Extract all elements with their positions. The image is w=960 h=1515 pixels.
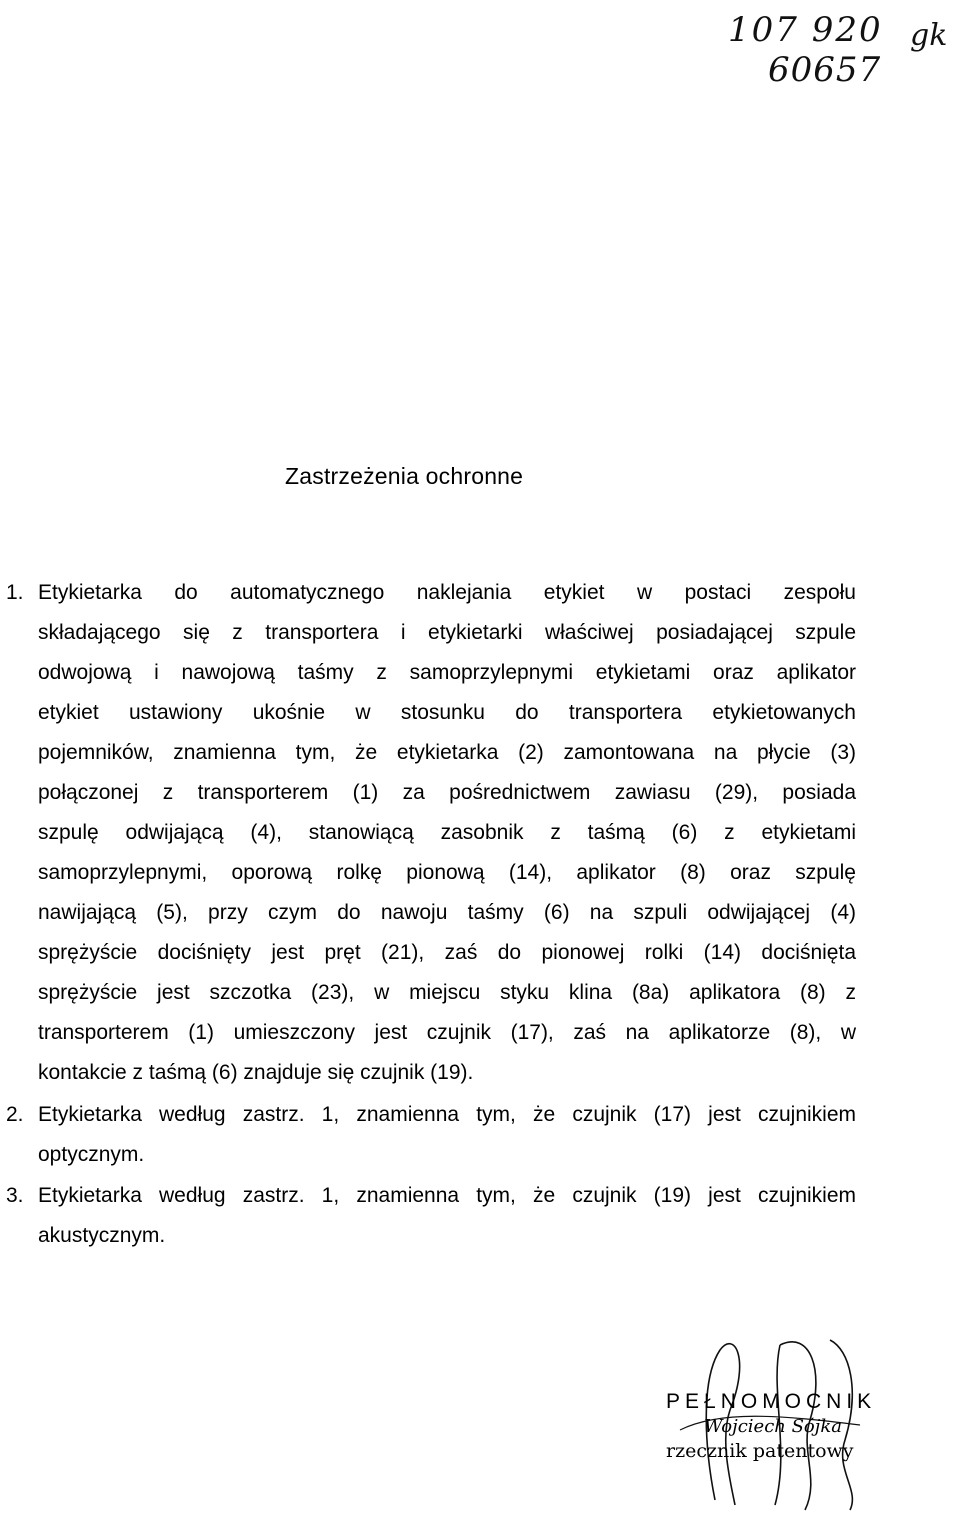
claim-line: połączonej z transporterem (1) za pośrednictwem zawiasu (29), posiada — [38, 781, 856, 804]
claim-line: etykiet ustawiony ukośnie w stosunku do transportera etykietowanych — [38, 701, 856, 724]
claim-number: 3. — [6, 1184, 24, 1207]
claim-line: składającego się z transportera i etykietarki właściwej posiadającej szpule — [38, 621, 856, 644]
claim-number: 1. — [6, 581, 24, 604]
claim-line: Etykietarka do automatycznego naklejania etykiet w postaci zespołu — [38, 581, 856, 604]
claim-line: pojemników, znamienna tym, że etykietarka (2) zamontowana na płycie (3) — [38, 741, 856, 764]
claim-line: sprężyście jest szczotka (23), w miejscu styku klina (8a) aplikatora (8) z — [38, 981, 856, 1004]
claim-line: szpulę odwijającą (4), stanowiącą zasobnik z taśmą (6) z etykietami — [38, 821, 856, 844]
document-title: Zastrzeżenia ochronne — [285, 463, 524, 489]
claim-line: optycznym. — [38, 1143, 145, 1166]
stamp-title: PEŁNOMOCNIK — [666, 1390, 877, 1413]
stamp-role: rzecznik patentowy — [666, 1440, 854, 1462]
handwritten-number-second: 60657 — [768, 50, 882, 90]
claim-line: kontakcie z taśmą (6) znajduje się czujnik (19). — [38, 1061, 474, 1084]
stamp-name: Wojciech Sójka — [704, 1416, 842, 1437]
claim-line: samoprzylepnymi, oporową rolkę pionową (14), aplikator (8) oraz szpulę — [38, 861, 856, 884]
handwritten-initials: gk — [910, 18, 948, 53]
claim-line: transporterem (1) umieszczony jest czujnik (17), zaś na aplikatorze (8), w — [38, 1021, 856, 1044]
claim-line: odwojową i nawojową taśmy z samoprzylepnymi etykietami oraz aplikator — [38, 661, 856, 684]
claim-line: sprężyście dociśnięty jest pręt (21), zaś do pionowej rolki (14) dociśnięta — [38, 941, 856, 964]
claim-line: Etykietarka według zastrz. 1, znamienna tym, że czujnik (17) jest czujnikiem — [38, 1103, 856, 1126]
attorney-stamp — [660, 1330, 900, 1515]
claim-line: Etykietarka według zastrz. 1, znamienna tym, że czujnik (19) jest czujnikiem — [38, 1184, 856, 1207]
claim-number: 2. — [6, 1103, 24, 1126]
handwritten-number-top: 107 920 — [728, 10, 883, 50]
claim-line: nawijającą (5), przy czym do nawoju taśmy (6) na szpuli odwijającej (4) — [38, 901, 856, 924]
claim-line: akustycznym. — [38, 1224, 166, 1247]
